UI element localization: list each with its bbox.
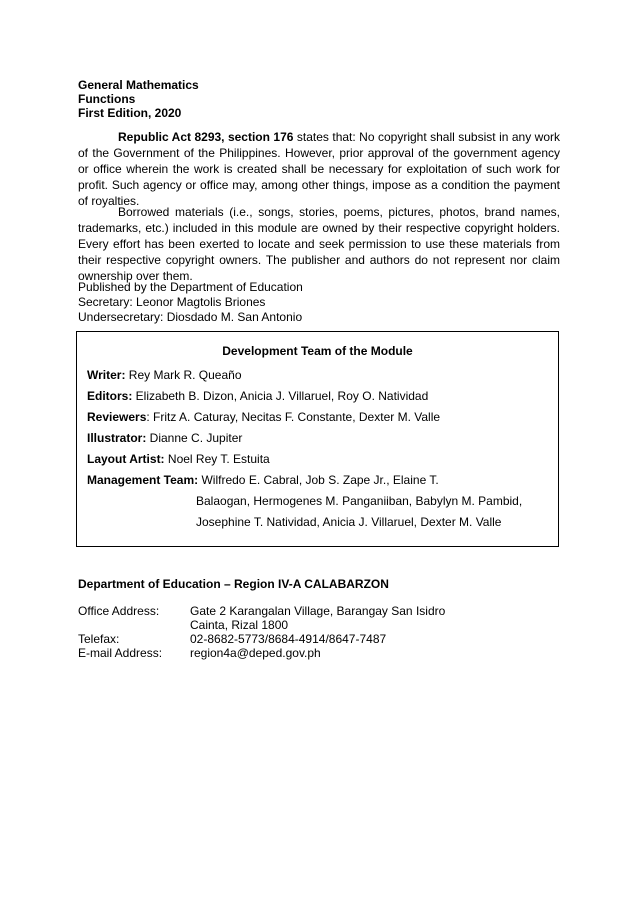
editors-row: [87, 389, 428, 403]
management-team-label: Management Team:: [87, 473, 199, 487]
email-value: region4a@deped.gov.ph: [190, 646, 321, 660]
publisher-block: [78, 280, 303, 325]
borrowed-materials-paragraph: Borrowed materials (i.e., songs, stories, poems, pictures, photos, brand names, trademarks, etc.) included in this module are owned by their respective copyright holders. Every effort has been exerted to locate and seek permission to use these materials from their respective copyright owners. The publisher and authors do not represent nor claim ownership over them.: [78, 205, 560, 283]
secretary-line: Secretary: Leonor Magtolis Briones: [78, 295, 266, 309]
management-team-row: [87, 473, 439, 487]
management-team-continued-1: Balaogan, Hermogenes M. Panganiiban, Babylyn M. Pambid,: [196, 494, 523, 508]
writer-value: Rey Mark R. Queaño: [125, 368, 242, 382]
development-team-box: [76, 331, 559, 547]
layout-artist-value: Noel Rey T. Estuita: [164, 452, 270, 466]
team-title: Development Team of the Module: [222, 344, 413, 358]
copyright-text: states that: No copyright shall subsist in any work of the Government of the Philippines. However, prior approval of the government agency or office wherein the work is created shall be necessary for exploitation of such work for profit. Such agency or office may, among other things, impose as a condition the payment of royalties.: [78, 130, 560, 208]
edition-line: First Edition, 2020: [78, 106, 182, 120]
writer-label: Writer:: [87, 368, 126, 382]
management-team-value: Wilfredo E. Cabral, Job S. Zape Jr., Elaine T.: [198, 473, 439, 487]
undersecretary-line: Undersecretary: Diosdado M. San Antonio: [78, 310, 303, 324]
reviewers-value: : Fritz A. Caturay, Necitas F. Constante, Dexter M. Valle: [146, 410, 441, 424]
subject-title: General Mathematics: [78, 78, 199, 92]
document-header: [78, 78, 199, 120]
office-address-line2: Cainta, Rizal 1800: [190, 618, 289, 632]
editors-value: Elizabeth B. Dizon, Anicia J. Villaruel, Roy O. Natividad: [132, 389, 429, 403]
illustrator-row: [87, 431, 242, 445]
published-by: Published by the Department of Education: [78, 280, 303, 294]
illustrator-label: Illustrator:: [87, 431, 147, 445]
reviewers-row: [87, 410, 440, 424]
office-address-line1: Gate 2 Karangalan Village, Barangay San Isidro: [190, 604, 446, 618]
writer-row: [87, 368, 242, 382]
module-topic: Functions: [78, 92, 136, 106]
layout-artist-label: Layout Artist:: [87, 452, 165, 466]
reviewers-label: Reviewers: [87, 410, 147, 424]
copyright-paragraph: [78, 129, 560, 209]
management-team-continued-2: Josephine T. Natividad, Anicia J. Villaruel, Dexter M. Valle: [196, 515, 502, 529]
office-address-label: Office Address:: [78, 604, 160, 618]
email-label: E-mail Address:: [78, 646, 163, 660]
region-title: Department of Education – Region IV-A CALABARZON: [78, 577, 389, 591]
act-reference: Republic Act 8293, section 176: [118, 130, 294, 144]
illustrator-value: Dianne C. Jupiter: [146, 431, 243, 445]
telefax-value: 02-8682-5773/8684-4914/8647-7487: [190, 632, 387, 646]
telefax-label: Telefax:: [78, 632, 120, 646]
layout-artist-row: [87, 452, 270, 466]
editors-label: Editors:: [87, 389, 133, 403]
